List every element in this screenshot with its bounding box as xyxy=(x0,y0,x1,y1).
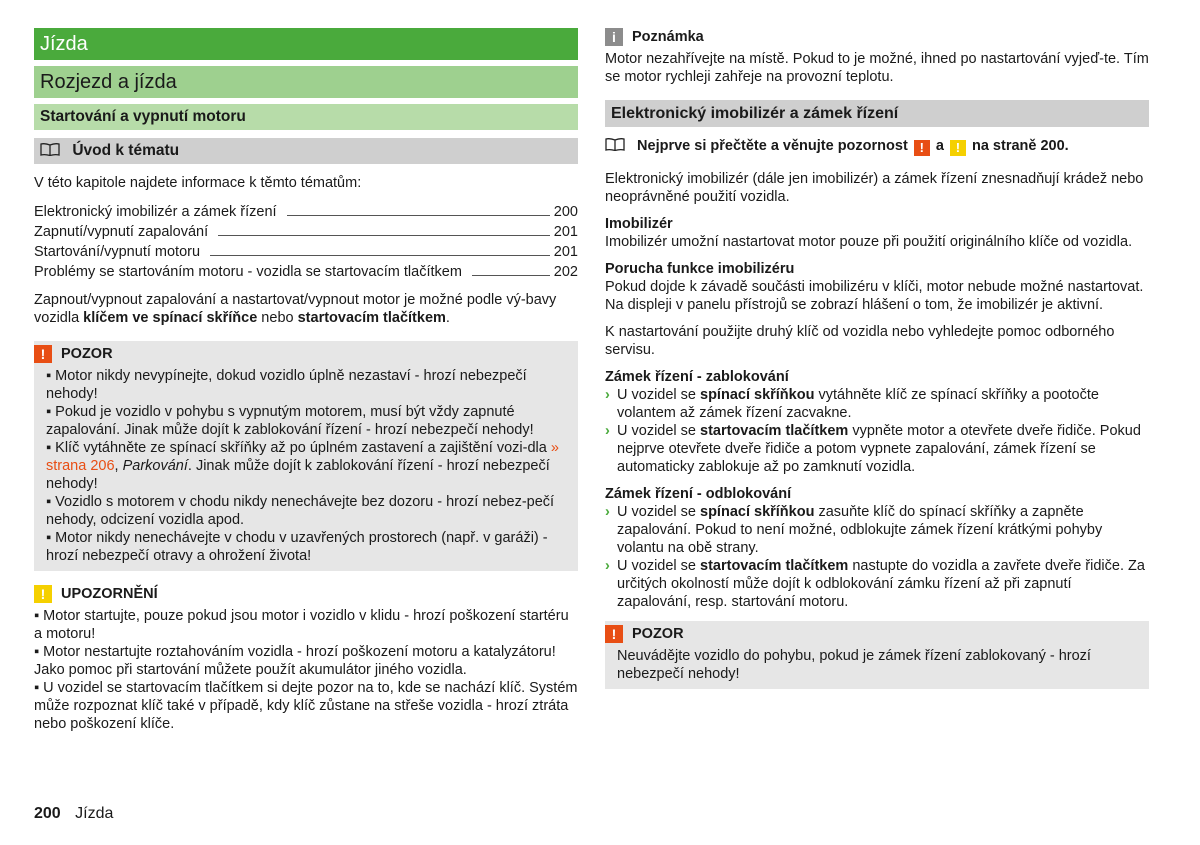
caution-icon[interactable]: ! xyxy=(950,140,966,156)
arrow-icon: › xyxy=(605,423,610,439)
toc-label: Elektronický imobilizér a zámek řízení xyxy=(34,204,277,220)
toc-page: 202 xyxy=(553,264,578,280)
subsection-heading: Startování a vypnutí motoru xyxy=(34,104,578,130)
warning-title: POZOR xyxy=(632,626,684,642)
warning-box xyxy=(34,341,578,571)
immobilizer-heading: Elektronický imobilizér a zámek řízení xyxy=(605,100,1149,127)
page-footer xyxy=(34,805,113,823)
note-text: Motor nezahřívejte na místě. Pokud to je možné, ihned po nastartování vyjeď-te. Tím se motor rychleji zahřeje na provozní teplotu. xyxy=(605,51,1149,85)
section-heading: Rozjezd a jízda xyxy=(34,66,578,98)
topic-heading xyxy=(34,138,578,164)
immobilizer-intro: Elektronický imobilizér (dále jen imobilizér) a zámek řízení znesnadňují krádež nebo neoprávněné použití vozidla. xyxy=(605,171,1144,205)
toc xyxy=(34,201,578,281)
warning-text: Neuvádějte vozidlo do pohybu, pokud je zámek řízení zablokovaný - hrozí nebezpečí nehody! xyxy=(617,648,1091,682)
lock-step: › U vozidel se spínací skříňkou vytáhněte klíč ze spínací skříňky a pootočte volantem až zámek řízení zacvakne. xyxy=(605,387,1099,421)
toc-page: 201 xyxy=(553,224,578,240)
toc-row[interactable] xyxy=(34,241,578,261)
right-column xyxy=(605,28,1149,703)
toc-page: 201 xyxy=(553,244,578,260)
topic-heading-label: Úvod k tématu xyxy=(72,142,180,159)
caution-item: ▪ Motor nestartujte roztahováním vozidla - hrozí poškození motoru a katalyzátoru! Jako pomoc při startování můžete použít akumulátor jiného vozidla. xyxy=(34,644,556,678)
lock-step: › U vozidel se startovacím tlačítkem vypněte motor a otevřete dveře řidiče. Pokud nejprve otevřete dveře řidiče a potom vypnete zapalování, zámek řízení se automaticky zablokuje až po zamknutí vozidla. xyxy=(605,423,1141,475)
lock-subheading: Zámek řízení - zablokování xyxy=(605,369,789,385)
warning-item: ▪ Motor nikdy nenechávejte v chodu v uzavřených prostorech (např. v garáži) - hrozí nebezpečí otravy a ohrožení života! xyxy=(46,530,548,564)
warning-item: ▪ Motor nikdy nevypínejte, dokud vozidlo úplně nezastaví - hrozí nebezpečí nehody! xyxy=(46,368,527,402)
caution-box xyxy=(34,585,578,733)
caution-item: ▪ U vozidel se startovacím tlačítkem si dejte pozor na to, kde se nachází klíč. Systém může rozpoznat klíč také v případě, kdy klíč zůstane na střeše vozidla - hrozí ztráta nebo poškození klíče. xyxy=(34,680,578,732)
second-key-text: K nastartování použijte druhý klíč od vozidla nebo vyhledejte pomoc odborného servisu. xyxy=(605,324,1115,358)
arrow-icon: › xyxy=(605,504,610,520)
arrow-icon: › xyxy=(605,558,610,574)
arrow-icon: › xyxy=(605,387,610,403)
info-icon: i xyxy=(605,28,623,46)
fault-subheading: Porucha funkce imobilizéru xyxy=(605,261,795,277)
page-link[interactable]: » strana 206 xyxy=(46,440,559,474)
book-icon xyxy=(40,143,60,156)
book-icon xyxy=(605,138,625,151)
unlock-step: › U vozidel se startovacím tlačítkem nastupte do vozidla a zavřete dveře řidiče. Za určitých okolností může dojít k odblokování zámku řízení až při zapnutí zapalování, resp. startování motoru. xyxy=(605,558,1145,610)
intro-text: V této kapitole najdete informace k těmto tématům: xyxy=(34,175,362,191)
toc-label: Problémy se startováním motoru - vozidla se startovacím tlačítkem xyxy=(34,264,462,280)
chapter-heading: Jízda xyxy=(34,28,578,60)
note-title: Poznámka xyxy=(632,29,704,45)
footer-section: Jízda xyxy=(75,805,114,822)
warning-icon: ! xyxy=(34,345,52,363)
toc-label: Zapnutí/vypnutí zapalování xyxy=(34,224,209,240)
caution-icon: ! xyxy=(34,585,52,603)
warning-title: POZOR xyxy=(61,346,113,362)
note-box xyxy=(605,28,1149,86)
warning-item: ▪ Vozidlo s motorem v chodu nikdy nenechávejte bez dozoru - hrozí nebez-pečí nehody, odcizení vozidla apod. xyxy=(46,494,555,528)
toc-row[interactable] xyxy=(34,221,578,241)
caution-item: ▪ Motor startujte, pouze pokud jsou motor i vozidlo v klidu - hrozí poškození startéru a motoru! xyxy=(34,608,569,642)
toc-label: Startování/vypnutí motoru xyxy=(34,244,201,260)
warning-item: ▪ Klíč vytáhněte ze spínací skříňky až po úplném zastavení a zajištění vozi-dla » strana 206, Parkování. Jinak může dojít k zablokování řízení - hrozí nebezpečí nehody! xyxy=(46,440,559,492)
unlock-subheading: Zámek řízení - odblokování xyxy=(605,486,792,502)
toc-row[interactable] xyxy=(34,261,578,281)
warning-box xyxy=(605,621,1149,689)
immobilizer-text: Imobilizér umožní nastartovat motor pouze při použití originálního klíče od vozidla. xyxy=(605,234,1133,250)
ignition-paragraph: Zapnout/vypnout zapalování a nastartovat/vypnout motor je možné podle vý-bavy vozidla klíčem ve spínací skříňce nebo startovacím tlačítkem. xyxy=(34,292,557,326)
unlock-step: › U vozidel se spínací skříňkou zasuňte klíč do spínací skříňky a zapněte zapalování. Pokud to není možné, odblokujte zámek řízení krátkými pohyby volantu na obě strany. xyxy=(605,504,1103,556)
page-number: 200 xyxy=(34,805,61,822)
fault-text: Pokud dojde k závadě součásti imobilizéru v klíči, motor nebude možné nastartovat. Na displeji v panelu přístrojů se zobrazí hlášení o tom, že imobilizér je aktivní. xyxy=(605,279,1144,313)
caution-title: UPOZORNĚNÍ xyxy=(61,586,158,602)
left-column xyxy=(34,28,578,733)
toc-row[interactable] xyxy=(34,201,578,221)
warning-icon[interactable]: ! xyxy=(914,140,930,156)
read-first-line: Nejprve si přečtěte a věnujte pozornost ! a ! na straně 200. xyxy=(605,137,1149,156)
warning-icon: ! xyxy=(605,625,623,643)
immobilizer-subheading: Imobilizér xyxy=(605,216,673,232)
toc-page: 200 xyxy=(553,204,578,220)
warning-item: ▪ Pokud je vozidlo v pohybu s vypnutým motorem, musí být vždy zapnuté zapalování. Jinak může dojít k zablokování řízení - hrozí nebezpečí nehody! xyxy=(46,404,534,438)
